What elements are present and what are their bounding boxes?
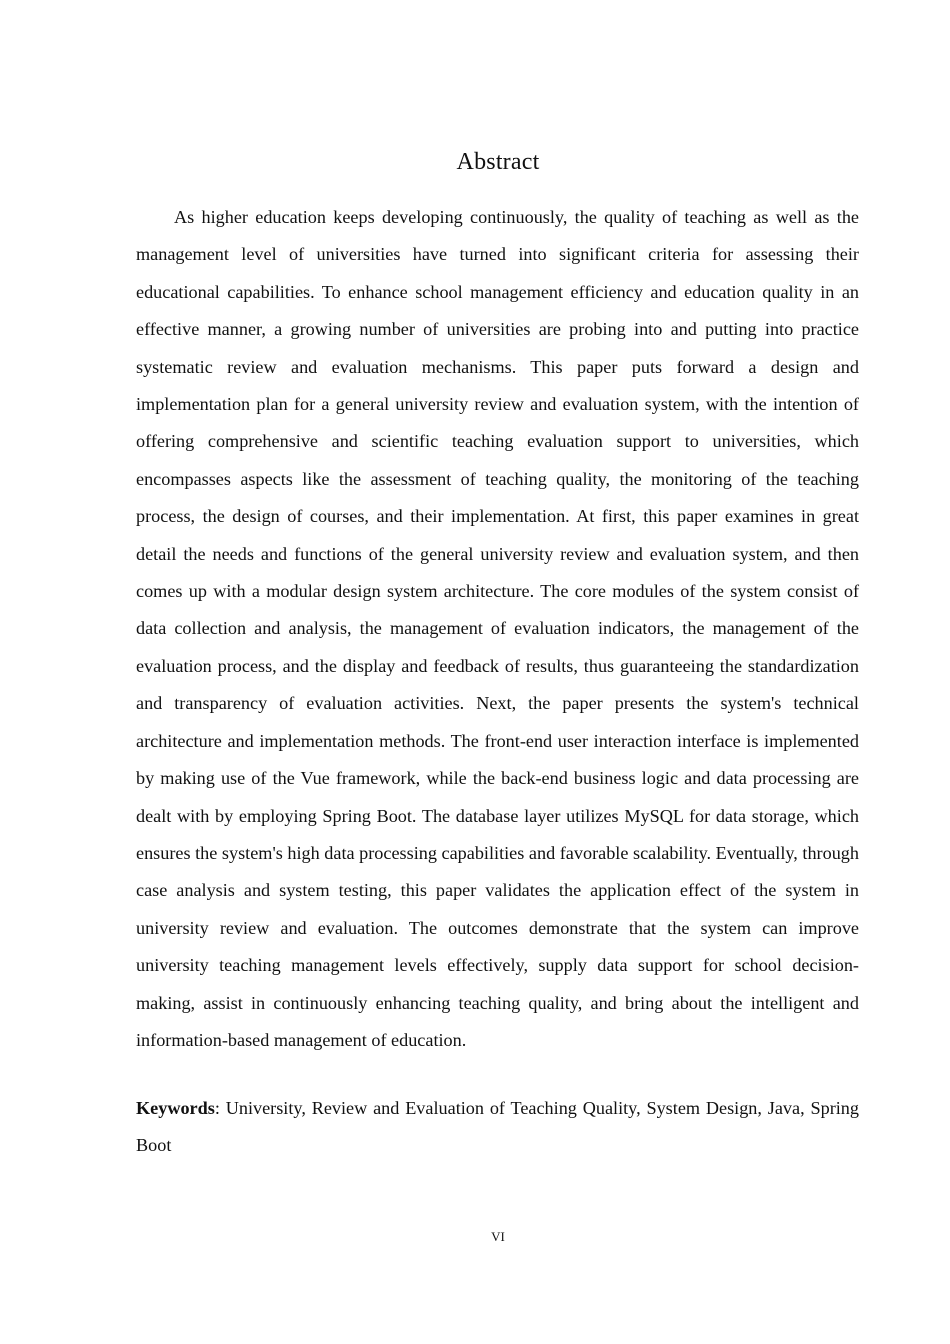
keywords-separator: :	[214, 1098, 220, 1118]
page-number: VI	[491, 1229, 505, 1244]
abstract-title: Abstract	[456, 149, 540, 175]
keywords-label: Keywords	[136, 1098, 215, 1118]
keywords-line	[136, 1090, 859, 1165]
keywords-value: University, Review and Evaluation of Teaching Quality, System Design, Java, Spring Boot	[136, 1098, 859, 1156]
abstract-body: As higher education keeps developing continuously, the quality of teaching as well as the management level of universities have turned into significant criteria for assessing their educational capabilities. To enhance school management efficiency and education quality in an effective manner, a growing number of universities are probing into and putting into practice systematic review and evaluation mechanisms. This paper puts forward a design and implementation plan for a general university review and evaluation system, with the intention of offering comprehensive and scientific teaching evaluation support to universities, which encompasses aspects like the assessment of teaching quality, the monitoring of the teaching process, the design of courses, and their implementation. At first, this paper examines in great detail the needs and functions of the general university review and evaluation system, and then comes up with a modular design system architecture. The core modules of the system consist of data collection and analysis, the management of evaluation indicators, the management of the evaluation process, and the display and feedback of results, thus guaranteeing the standardization and transparency of evaluation activities. Next, the paper presents the system's technical architecture and implementation methods. The front-end user interaction interface is implemented by making use of the Vue framework, while the back-end business logic and data processing are dealt with by employing Spring Boot. The database layer utilizes MySQL for data storage, which ensures the system's high data processing capabilities and favorable scalability. Eventually, through case analysis and system testing, this paper validates the application effect of the system in university review and evaluation. The outcomes demonstrate that the system can improve university teaching management levels effectively, supply data support for school decision-making, assist in continuously enhancing teaching quality, and bring about the intelligent and information-based management of education.	[136, 207, 859, 1050]
